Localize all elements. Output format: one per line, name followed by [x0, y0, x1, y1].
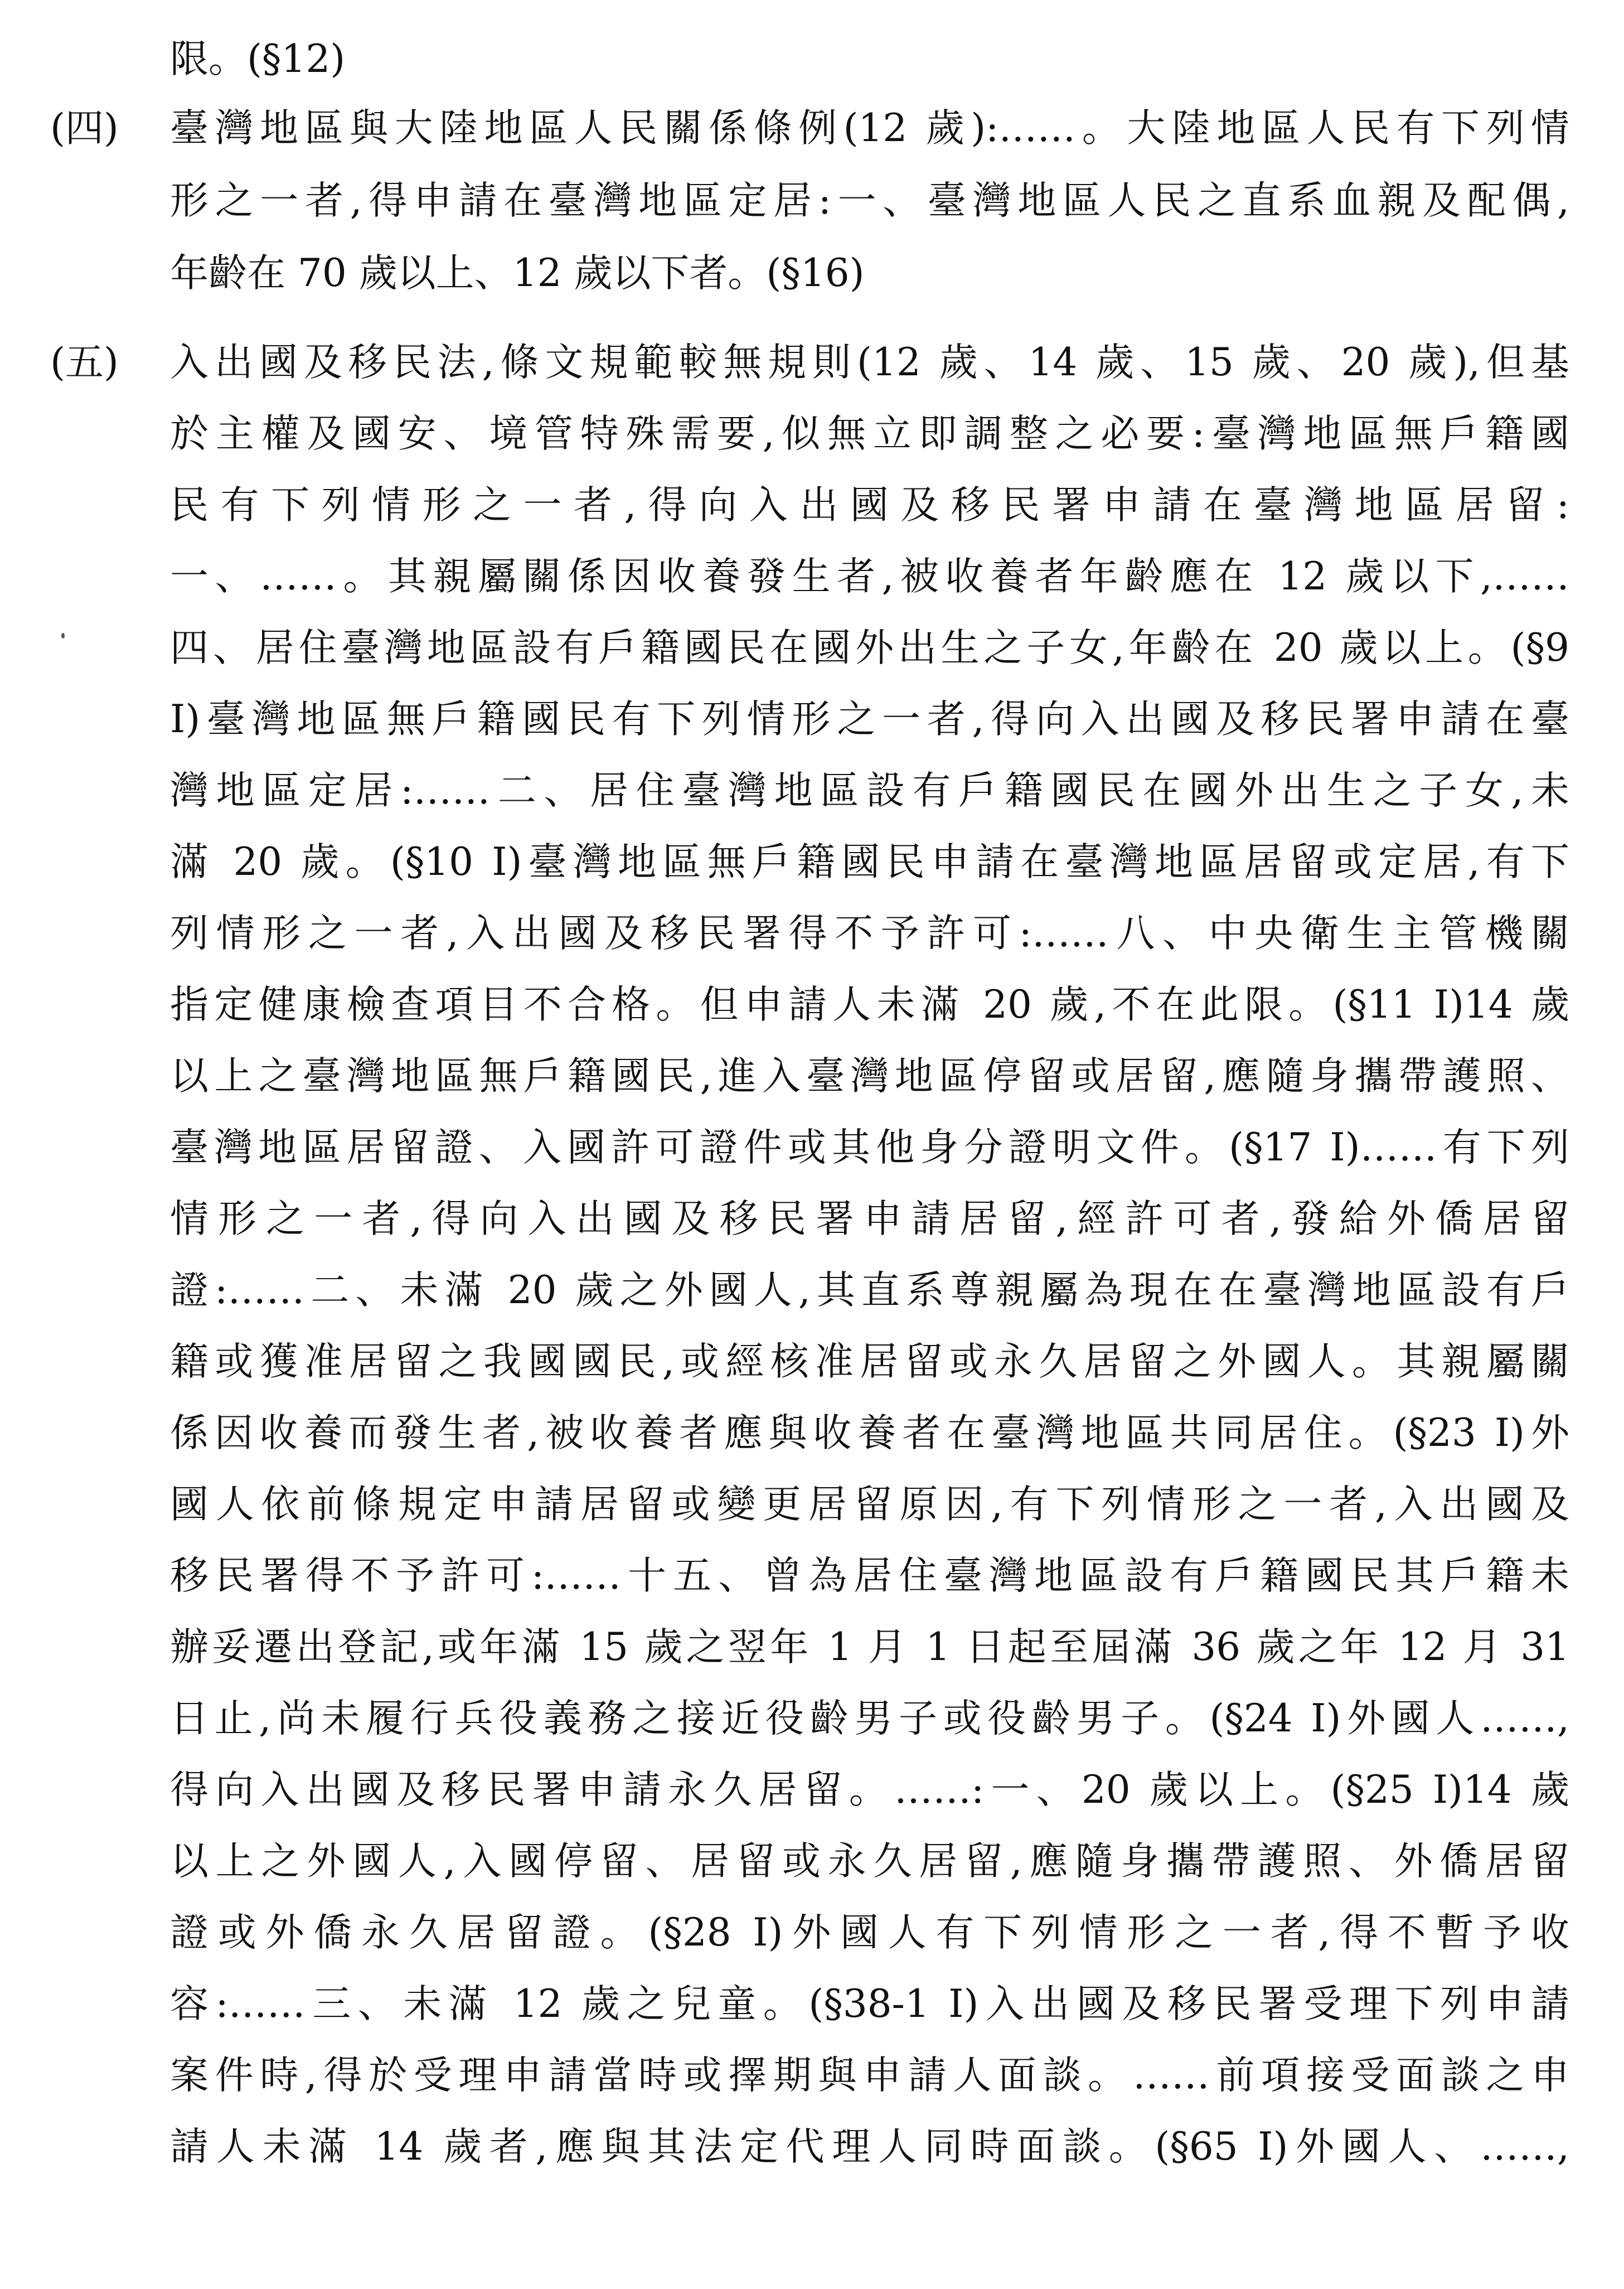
item-5-line-1: 入出國及移民法,條文規範較無規則(12 歲、14 歲、15 歲、20 歲),但基: [170, 340, 1569, 385]
item-5-line-14: 證:……二、未滿 20 歲之外國人,其直系尊親屬為現在在臺灣地區設有戶: [170, 1268, 1569, 1313]
scan-speck: [61, 633, 65, 638]
item-5-line-10: 指定健康檢查項目不合格。但申請人未滿 20 歲,不在此限。(§11 I)14 歲: [170, 983, 1569, 1027]
item-5-line-11: 以上之臺灣地區無戶籍國民,進入臺灣地區停留或居留,應隨身攜帶護照、: [170, 1054, 1569, 1098]
item-5-line-20: 日止,尚未履行兵役義務之接近役齡男子或役齡男子。(§24 I)外國人……,: [170, 1696, 1569, 1741]
item-5-line-6: I)臺灣地區無戶籍國民有下列情形之一者,得向入出國及移民署申請在臺: [170, 697, 1569, 742]
item-5-line-4: 一、……。其親屬關係因收養發生者,被收養者年齡應在 12 歲以下,……: [170, 554, 1569, 599]
item-5-line-3: 民有下列情形之一者,得向入出國及移民署申請在臺灣地區居留:: [170, 483, 1569, 528]
item-5-line-8: 滿 20 歲。(§10 I)臺灣地區無戶籍國民申請在臺灣地區居留或定居,有下: [170, 840, 1569, 884]
item-4-line-1: 臺灣地區與大陸地區人民關係條例(12 歲):……。大陸地區人民有下列情: [170, 106, 1569, 151]
item-5-line-25: 案件時,得於受理申請當時或擇期與申請人面談。……前項接受面談之申: [170, 2053, 1569, 2098]
item-marker-4: (四): [50, 106, 119, 151]
item-5-line-2: 於主權及國安、境管特殊需要,似無立即調整之必要:臺灣地區無戶籍國: [170, 412, 1569, 456]
item-5-line-12: 臺灣地區居留證、入國許可證件或其他身分證明文件。(§17 I)……有下列: [170, 1125, 1569, 1170]
item-5-line-22: 以上之外國人,入國停留、居留或永久居留,應隨身攜帶護照、外僑居留: [170, 1839, 1569, 1884]
item-5-line-9: 列情形之一者,入出國及移民署得不予許可:……八、中央衛生主管機關: [170, 911, 1569, 956]
item-5-line-17: 國人依前條規定申請居留或變更居留原因,有下列情形之一者,入出國及: [170, 1482, 1569, 1527]
item-4-line-2: 形之一者,得申請在臺灣地區定居:一、臺灣地區人民之直系血親及配偶,: [170, 178, 1569, 223]
item-5-line-16: 係因收養而發生者,被收養者應與收養者在臺灣地區共同居住。(§23 I)外: [170, 1411, 1569, 1455]
item-5-line-21: 得向入出國及移民署申請永久居留。……:一、20 歲以上。(§25 I)14 歲: [170, 1768, 1569, 1812]
item-5-line-5: 四、居住臺灣地區設有戶籍國民在國外出生之子女,年齡在 20 歲以上。(§9: [170, 626, 1569, 670]
item-4-line-3: 年齡在 70 歲以上、12 歲以下者。(§16): [170, 251, 865, 296]
item-marker-5: (五): [50, 340, 119, 385]
item-5-line-24: 容:……三、未滿 12 歲之兒童。(§38-1 I)入出國及移民署受理下列申請: [170, 1982, 1569, 2026]
item-5-line-26: 請人未滿 14 歲者,應與其法定代理人同時面談。(§65 I)外國人、……,: [170, 2125, 1569, 2169]
item-5-line-23: 證或外僑永久居留證。(§28 I)外國人有下列情形之一者,得不暫予收: [170, 1910, 1569, 1955]
continuation-line: 限。(§12): [170, 37, 346, 81]
item-5-line-15: 籍或獲准居留之我國國民,或經核准居留或永久居留之外國人。其親屬關: [170, 1339, 1569, 1384]
item-5-line-19: 辦妥遷出登記,或年滿 15 歲之翌年 1 月 1 日起至屆滿 36 歲之年 12 月 31: [170, 1625, 1569, 1669]
item-5-line-7: 灣地區定居:……二、居住臺灣地區設有戶籍國民在國外出生之子女,未: [170, 768, 1569, 813]
item-5-line-13: 情形之一者,得向入出國及移民署申請居留,經許可者,發給外僑居留: [170, 1197, 1569, 1241]
item-5-line-18: 移民署得不予許可:……十五、曾為居住臺灣地區設有戶籍國民其戶籍未: [170, 1554, 1569, 1598]
